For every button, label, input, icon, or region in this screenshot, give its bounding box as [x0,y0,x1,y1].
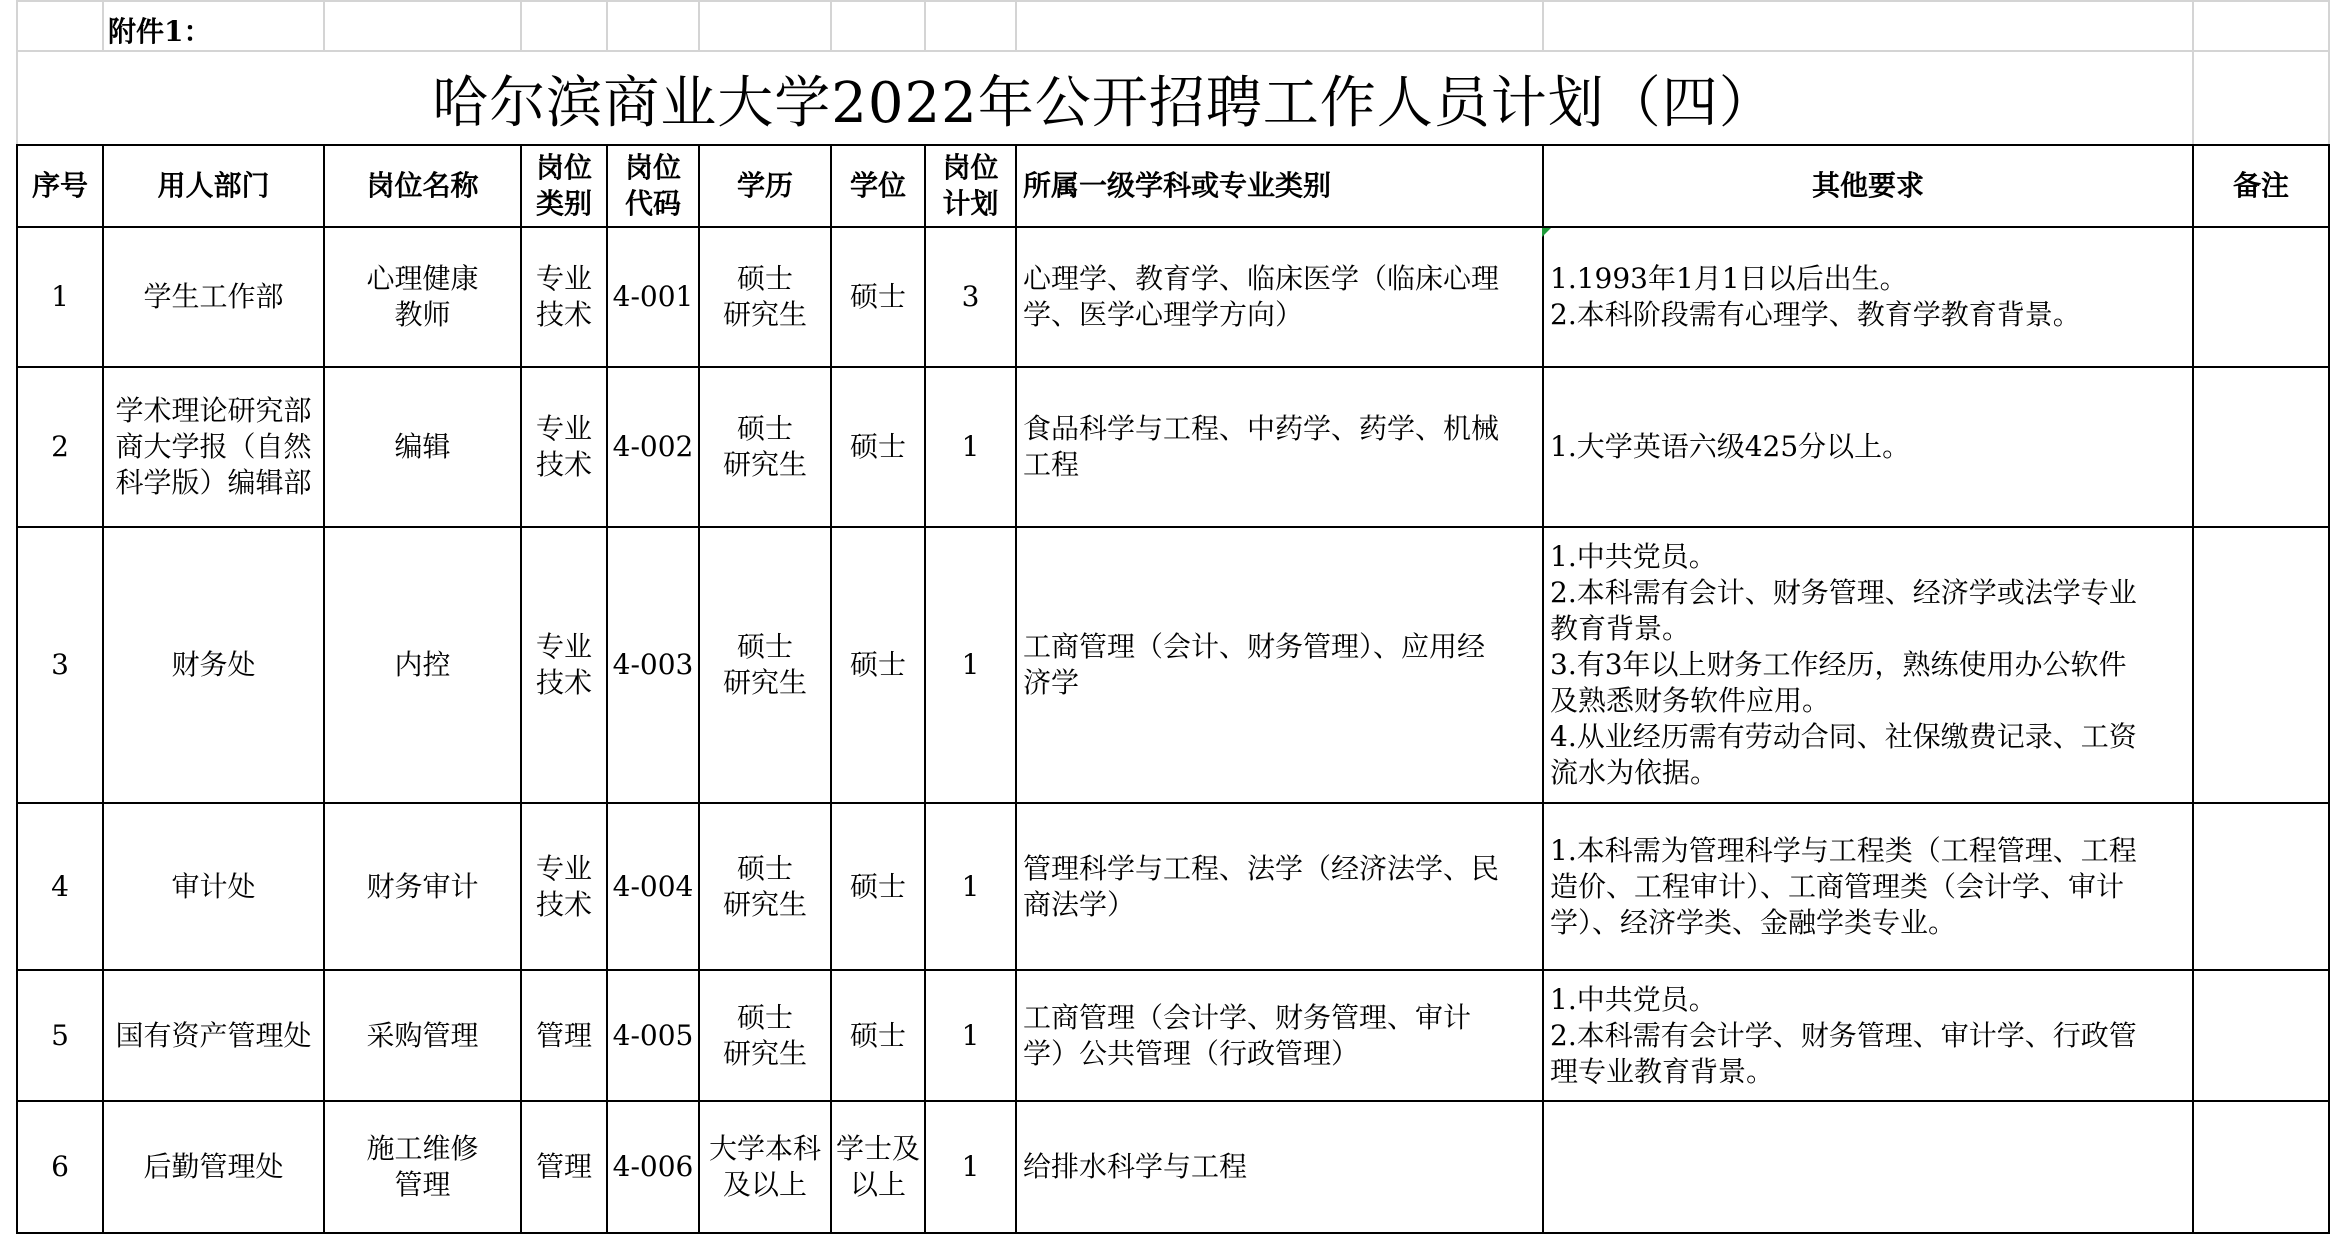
cell-remarks [2194,368,2328,526]
cell-department: 审计处 [171,869,256,903]
cell-remarks [2194,1102,2328,1232]
cell-seq: 3 [51,648,69,681]
cell-seq: 5 [51,1018,69,1052]
cell-headcount: 1 [961,1018,980,1052]
gridline [830,0,832,50]
cell-position: 财务审计 [366,869,479,903]
gridline [520,0,522,50]
cell-position-type: 专业 技术 [535,412,592,481]
header-remarks: 备注 [2232,169,2289,202]
cell-position: 施工维修 管理 [366,1132,479,1201]
gridline [16,0,2328,2]
cell-headcount: 3 [961,280,980,313]
comment-indicator [1542,228,1551,237]
cell-position-type: 管理 [535,1150,592,1183]
cell-position: 采购管理 [366,1018,479,1052]
cell-seq: 6 [51,1150,69,1183]
cell-position-type: 专业 技术 [535,851,592,921]
table-border [2328,144,2330,1234]
header-degree: 学位 [849,169,906,202]
header-headcount: 岗位 计划 [942,151,999,220]
cell-degree: 硕士 [849,1018,906,1052]
cell-education: 硕士 研究生 [722,1000,807,1070]
cell-department: 学术理论研究部 商大学报（自然 科学版）编辑部 [115,394,312,499]
gridline [2328,0,2330,50]
header-department: 用人部门 [157,169,270,202]
cell-seq: 1 [51,280,69,313]
page-title: 哈尔滨商业大学2022年公开招聘工作人员计划（四） [432,71,1776,136]
gridline [16,50,2328,52]
cell-position-code: 4-003 [612,648,694,681]
cell-position-code: 4-005 [612,1018,694,1052]
cell-seq: 4 [51,869,69,903]
cell-degree: 硕士 [849,430,906,463]
cell-education: 大学本科 及以上 [708,1132,821,1201]
header-position: 岗位名称 [366,169,479,202]
cell-department: 国有资产管理处 [115,1018,312,1052]
cell-seq: 2 [51,430,69,463]
cell-discipline: 管理科学与工程、法学（经济法学、民 商法学） [1023,851,1500,921]
cell-department: 后勤管理处 [143,1150,284,1183]
cell-requirements: 1.大学英语六级425分以上。 [1550,430,1911,463]
attachment-label: 附件1： [108,15,212,48]
gridline [606,0,608,50]
cell-position-code: 4-001 [612,280,694,313]
cell-requirements: 1.本科需为管理科学与工程类（工程管理、工程 造价、工程审计）、工商管理类（会计学、审计 学）、经济学类、金融学类专业。 [1550,833,2137,939]
cell-position-type: 专业 技术 [535,262,592,331]
gridline [1015,0,1017,50]
cell-position: 心理健康 教师 [366,262,479,331]
gridline [924,0,926,50]
gridline [1542,0,1544,50]
gridline [2192,0,2194,50]
cell-requirements: 1.中共党员。 2.本科需有会计、财务管理、经济学或法学专业 教育背景。 3.有3年以上财务工作经历，熟练使用办公软件 及熟悉财务软件应用。 4.从业经历需有劳动合同、社保缴费记录、工资 流水为依据。 [1550,540,2137,789]
cell-headcount: 1 [961,1150,980,1183]
cell-education: 硕士 研究生 [722,851,807,921]
cell-requirements [1544,1102,2192,1232]
cell-requirements: 1.中共党员。 2.本科需有会计学、财务管理、审计学、行政管 理专业教育背景。 [1550,982,2137,1088]
gridline [16,0,18,50]
gridline [698,0,700,50]
cell-discipline: 给排水科学与工程 [1023,1150,1248,1183]
gridline [2192,50,2194,144]
header-position-type: 岗位 类别 [535,151,592,220]
cell-discipline: 工商管理（会计学、财务管理、审计 学）公共管理（行政管理） [1023,1000,1472,1070]
header-position-code: 岗位 代码 [624,151,681,220]
gridline [102,0,104,50]
cell-headcount: 1 [961,869,980,903]
cell-remarks [2194,528,2328,802]
cell-remarks [2194,971,2328,1100]
cell-discipline: 食品科学与工程、中药学、药学、机械 工程 [1023,412,1500,481]
cell-degree: 硕士 [849,869,906,903]
cell-degree: 学士及 以上 [835,1132,920,1201]
gridline [2328,50,2330,144]
cell-degree: 硕士 [849,648,906,681]
header-seq: 序号 [31,169,88,202]
cell-education: 硕士 研究生 [722,630,807,699]
gridline [323,0,325,50]
cell-position: 编辑 [394,430,451,463]
cell-degree: 硕士 [849,280,906,313]
cell-remarks [2194,228,2328,366]
cell-position-type: 专业 技术 [535,630,592,699]
cell-position: 内控 [394,648,451,681]
cell-headcount: 1 [961,648,980,681]
cell-education: 硕士 研究生 [722,262,807,331]
cell-position-code: 4-004 [612,869,694,903]
header-requirements: 其他要求 [1811,169,1924,202]
header-education: 学历 [736,169,793,202]
cell-discipline: 心理学、教育学、临床医学（临床心理 学、医学心理学方向） [1023,262,1500,331]
cell-headcount: 1 [961,430,980,463]
cell-position-code: 4-006 [612,1150,694,1183]
cell-position-code: 4-002 [612,430,694,463]
cell-discipline: 工商管理（会计、财务管理）、应用经 济学 [1023,630,1486,699]
cell-remarks [2194,804,2328,969]
header-discipline: 所属一级学科或专业类别 [1023,169,1332,202]
cell-position-type: 管理 [535,1018,592,1052]
cell-requirements: 1.1993年1月1日以后出生。 2.本科阶段需有心理学、教育学教育背景。 [1550,262,2081,331]
cell-department: 学生工作部 [143,280,284,313]
cell-department: 财务处 [171,648,256,681]
cell-education: 硕士 研究生 [722,412,807,481]
table-border [16,1232,2330,1234]
